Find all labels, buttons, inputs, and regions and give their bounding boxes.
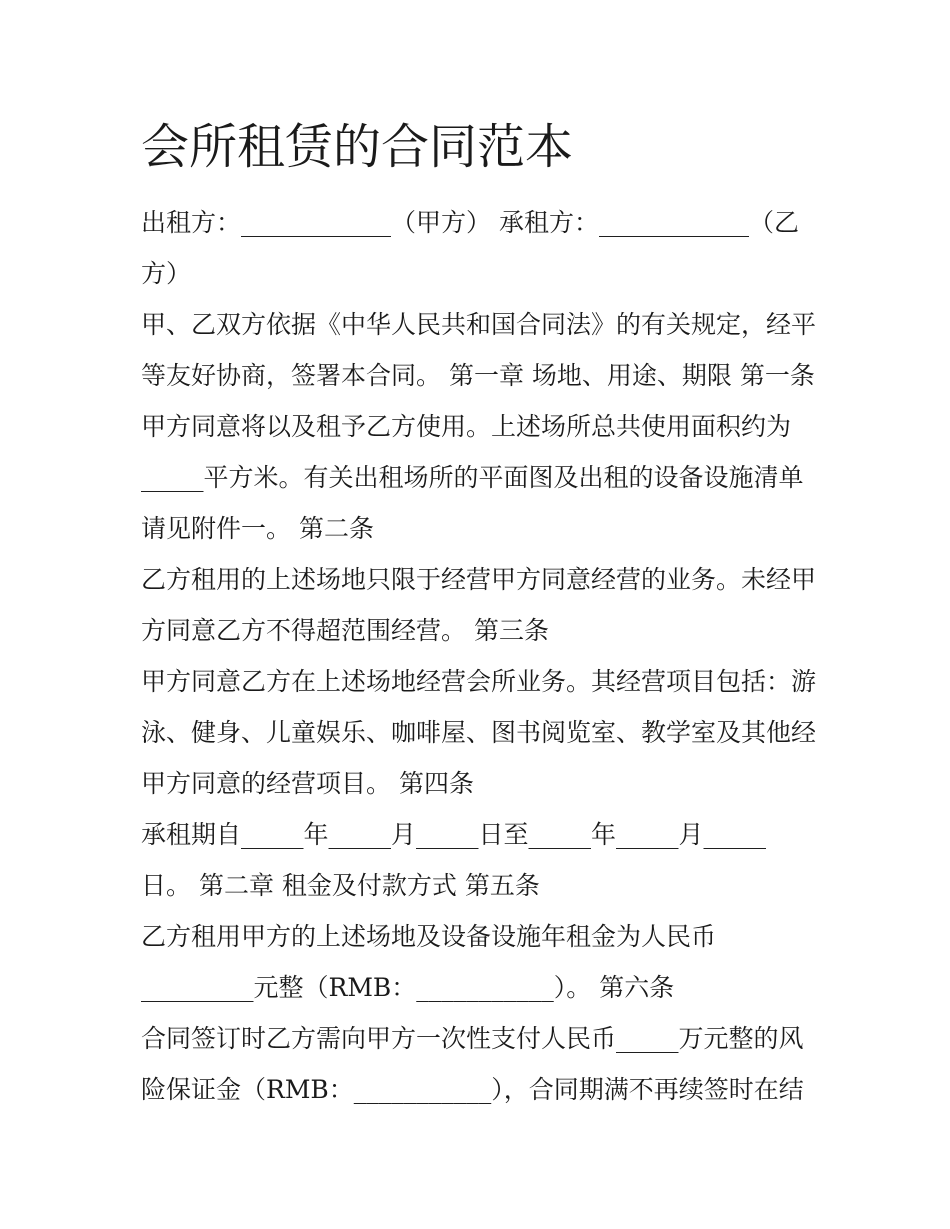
text-line: 乙方租用甲方的上述场地及设备设施年租金为人民币 xyxy=(141,922,717,951)
text-line: 险保证金（RMB：___________），合同期满不再续签时在结 xyxy=(141,1075,804,1104)
text-line: 方同意乙方不得超范围经营。 第三条 xyxy=(141,616,549,645)
text-line: 等友好协商，签署本合同。 第一章 场地、用途、期限 第一条 xyxy=(141,361,815,390)
text-line: 日。 第二章 租金及付款方式 第五条 xyxy=(141,871,540,900)
text-line: 甲、乙双方依据《中华人民共和国合同法》的有关规定，经平 xyxy=(141,310,817,339)
text-line: 出租方：____________（甲方） 承租方：____________（乙 xyxy=(141,208,799,237)
text-line: 甲方同意的经营项目。 第四条 xyxy=(141,769,474,798)
text-line: 甲方同意乙方在上述场地经营会所业务。其经营项目包括：游 xyxy=(141,667,817,696)
text-line: 承租期自_____年_____月_____日至_____年_____月_____ xyxy=(141,820,767,849)
document-title: 会所租赁的合同范本 xyxy=(141,119,574,175)
text-line: _____平方米。有关出租场所的平面图及出租的设备设施清单 xyxy=(141,463,804,492)
text-line: 甲方同意将以及租予乙方使用。上述场所总共使用面积约为 xyxy=(141,412,792,441)
text-line: 请见附件一。 第二条 xyxy=(141,514,374,543)
text-line: _________元整（RMB：___________）。 第六条 xyxy=(141,973,675,1002)
document-body xyxy=(141,197,821,1115)
text-line: 方） xyxy=(141,259,192,288)
text-line: 泳、健身、儿童娱乐、咖啡屋、图书阅览室、教学室及其他经 xyxy=(141,718,817,747)
text-line: 乙方租用的上述场地只限于经营甲方同意经营的业务。未经甲 xyxy=(141,565,817,594)
text-line: 合同签订时乙方需向甲方一次性支付人民币_____万元整的风 xyxy=(141,1024,804,1053)
